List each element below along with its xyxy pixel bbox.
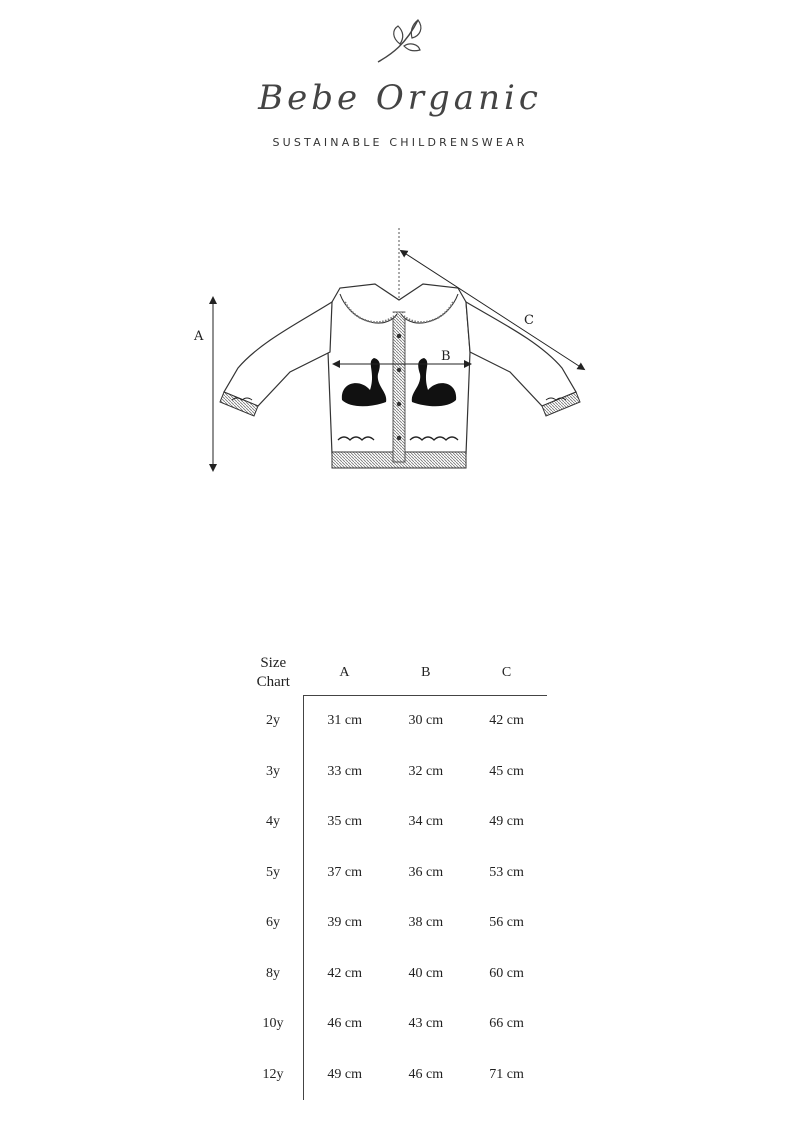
table-row [243, 848, 547, 899]
brand-name: Bebe Organic [258, 78, 542, 118]
value-cell: 45 cm [489, 763, 524, 779]
cardigan-swan-illustration [180, 222, 600, 482]
size-label: 10y [262, 1016, 284, 1032]
value-cell: 49 cm [304, 1050, 386, 1101]
value-cell: 43 cm [408, 1016, 444, 1032]
size-chart-table [243, 650, 547, 1100]
value-cell: 46 cm [408, 1066, 444, 1082]
value-cell: 53 cm [489, 864, 524, 880]
value-cell: 30 cm [408, 713, 444, 729]
value-cell: 49 cm [489, 814, 524, 830]
value-cell: 71 cm [489, 1066, 524, 1082]
size-label: 8y [266, 965, 280, 981]
value-cell: 39 cm [304, 898, 386, 949]
table-row [243, 949, 547, 1000]
table-row [243, 1050, 547, 1101]
table-row [243, 747, 547, 798]
corner-label-line1: Size [260, 654, 287, 671]
value-cell: 40 cm [408, 965, 444, 981]
size-chart-corner-label [243, 650, 304, 696]
value-cell: 60 cm [489, 965, 524, 981]
table-row [243, 696, 547, 747]
value-cell: 38 cm [408, 915, 444, 931]
leaf-sprig-icon [370, 14, 430, 66]
brand-tagline: SUSTAINABLE CHILDRENSWEAR [272, 136, 528, 149]
measure-label-c: C [524, 313, 534, 328]
value-cell: 31 cm [304, 696, 386, 747]
size-label: 6y [266, 915, 280, 931]
size-chart-header-row [243, 650, 547, 696]
value-cell: 42 cm [489, 713, 524, 729]
value-cell: 42 cm [304, 949, 386, 1000]
size-label: 2y [266, 713, 280, 728]
value-cell: 33 cm [304, 747, 386, 798]
measure-label-a: A [194, 329, 204, 344]
measure-label-b: B [441, 349, 451, 364]
value-cell: 34 cm [408, 814, 444, 830]
value-cell: 46 cm [304, 999, 386, 1050]
size-label: 12y [262, 1066, 284, 1082]
value-cell: 66 cm [489, 1016, 524, 1032]
column-header-a: A [304, 650, 386, 696]
table-row [243, 898, 547, 949]
value-cell: 37 cm [304, 848, 386, 899]
size-label: 3y [266, 763, 280, 779]
size-label: 5y [266, 864, 280, 880]
value-cell: 36 cm [408, 864, 444, 880]
table-row [243, 999, 547, 1050]
table-row [243, 797, 547, 848]
column-header-c: C [466, 650, 547, 696]
size-label: 4y [266, 814, 280, 830]
value-cell: 32 cm [408, 763, 444, 779]
value-cell: 56 cm [489, 915, 524, 931]
column-header-b: B [385, 650, 466, 696]
value-cell: 35 cm [304, 797, 386, 848]
corner-label-line2: Chart [256, 673, 290, 690]
